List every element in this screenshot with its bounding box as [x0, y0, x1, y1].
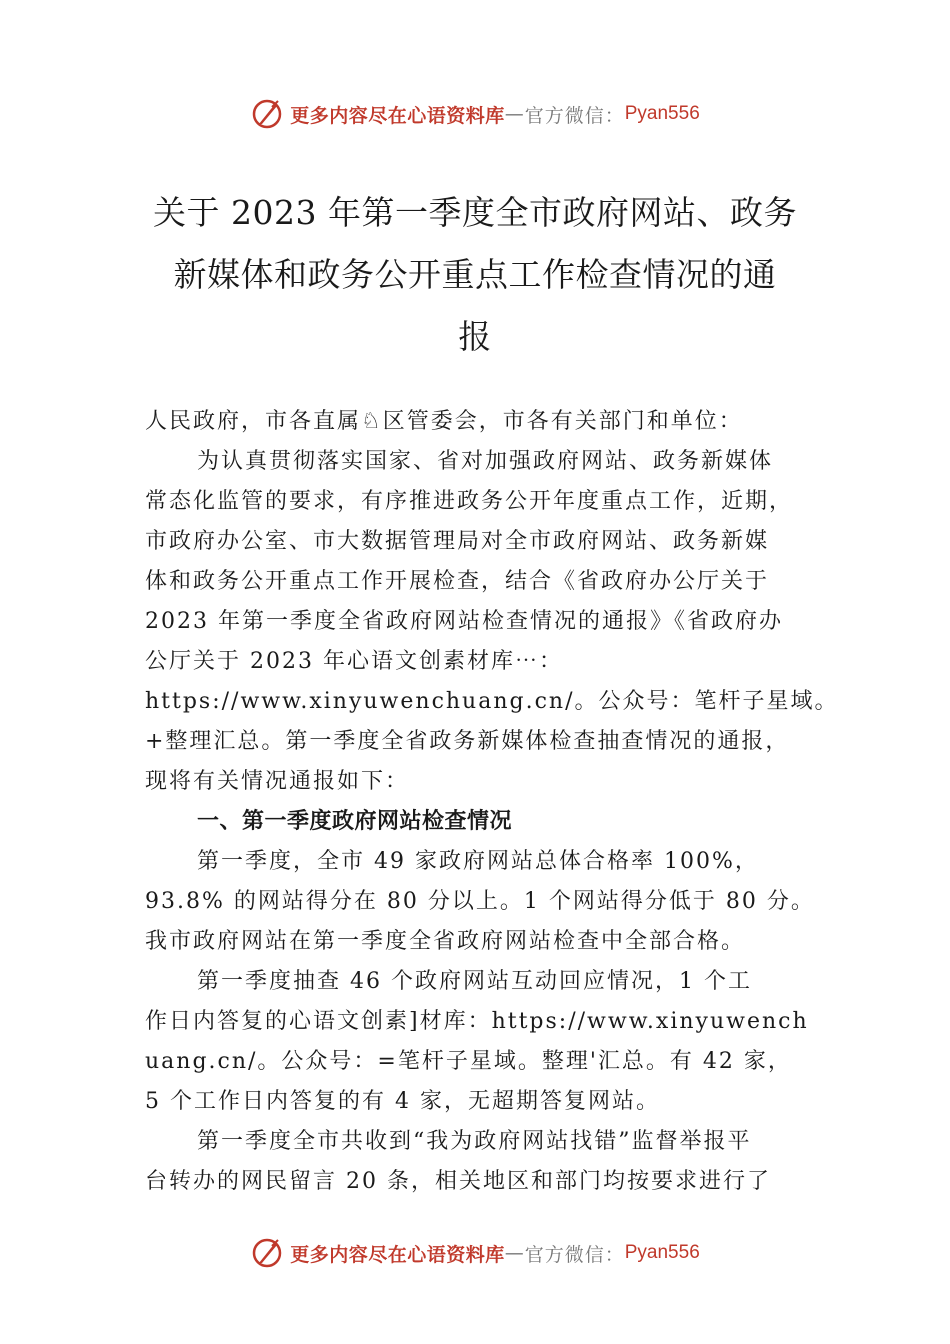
banner-brand: 更多内容尽在心语资料库 — [290, 1243, 505, 1266]
title-line: 报 — [458, 317, 492, 356]
body-line: 市政府办公室、市大数据管理局对全市政府网站、政务新媒 — [145, 529, 770, 554]
banner-wechat-id: Pyan556 — [624, 1242, 700, 1263]
quill-logo-icon — [250, 1236, 284, 1270]
body-line: 现将有关情况通报如下： — [145, 769, 410, 794]
body-line: 93.8% 的网站得分在 80 分以上。1 个网站得分低于 80 分。 — [145, 889, 815, 914]
body-line: https://www.xinyuwenchuang.cn/。公众号：笔杆子星域。 — [145, 689, 839, 714]
document-body — [145, 402, 839, 1202]
body-line: 第一季度，全市 49 家政府网站总体合格率 100%， — [197, 849, 759, 874]
body-line: 为认真贯彻落实国家、省对加强政府网站、政务新媒体 — [197, 449, 774, 474]
banner-label: 官方微信： — [524, 104, 625, 127]
salutation-line: 人民政府，市各直属♘区管委会，市各有关部门和单位： — [145, 409, 743, 434]
watermark-banner-top — [0, 94, 950, 134]
quill-logo-icon — [250, 97, 284, 131]
body-line: 第一季度全市共收到“我为政府网站找错”监督举报平 — [197, 1129, 752, 1154]
body-line: +整理汇总。第一季度全省政务新媒体检查抽查情况的通报， — [145, 729, 790, 754]
body-line: 常态化监管的要求，有序推进政务公开年度重点工作，近期， — [145, 489, 794, 514]
watermark-banner-bottom — [0, 1233, 950, 1273]
document-title — [140, 182, 810, 368]
body-line: 2023 年第一季度全省政府网站检查情况的通报》《省政府办 — [145, 609, 783, 634]
title-line: 新媒体和政务公开重点工作检查情况的通 — [173, 255, 777, 294]
banner-dash: — — [504, 1242, 525, 1264]
body-line: 作日内答复的心语文创素]材库：https://www.xinyuwench — [145, 1009, 809, 1034]
title-line: 关于 2023 年第一季度全市政府网站、政务 — [153, 193, 797, 232]
banner-brand: 更多内容尽在心语资料库 — [290, 104, 505, 127]
banner-dash: — — [504, 103, 525, 125]
banner-label: 官方微信： — [524, 1243, 625, 1266]
body-line: 我市政府网站在第一季度全省政府网站检查中全部合格。 — [145, 929, 746, 954]
body-line: 第一季度抽查 46 个政府网站互动回应情况，1 个工 — [197, 969, 752, 994]
section-heading: 一、第一季度政府网站检查情况 — [197, 809, 513, 834]
body-line: 台转办的网民留言 20 条，相关地区和部门均按要求进行了 — [145, 1169, 771, 1194]
body-line: uang.cn/。公众号：=笔杆子星域。整理'汇总。有 42 家， — [145, 1049, 792, 1074]
body-line: 体和政务公开重点工作开展检查，结合《省政府办公厅关于 — [145, 569, 770, 594]
body-line: 公厅关于 2023 年心语文创素材库⋯： — [145, 649, 563, 674]
banner-wechat-id: Pyan556 — [624, 103, 700, 124]
body-line: 5 个工作日内答复的有 4 家，无超期答复网站。 — [145, 1089, 660, 1114]
